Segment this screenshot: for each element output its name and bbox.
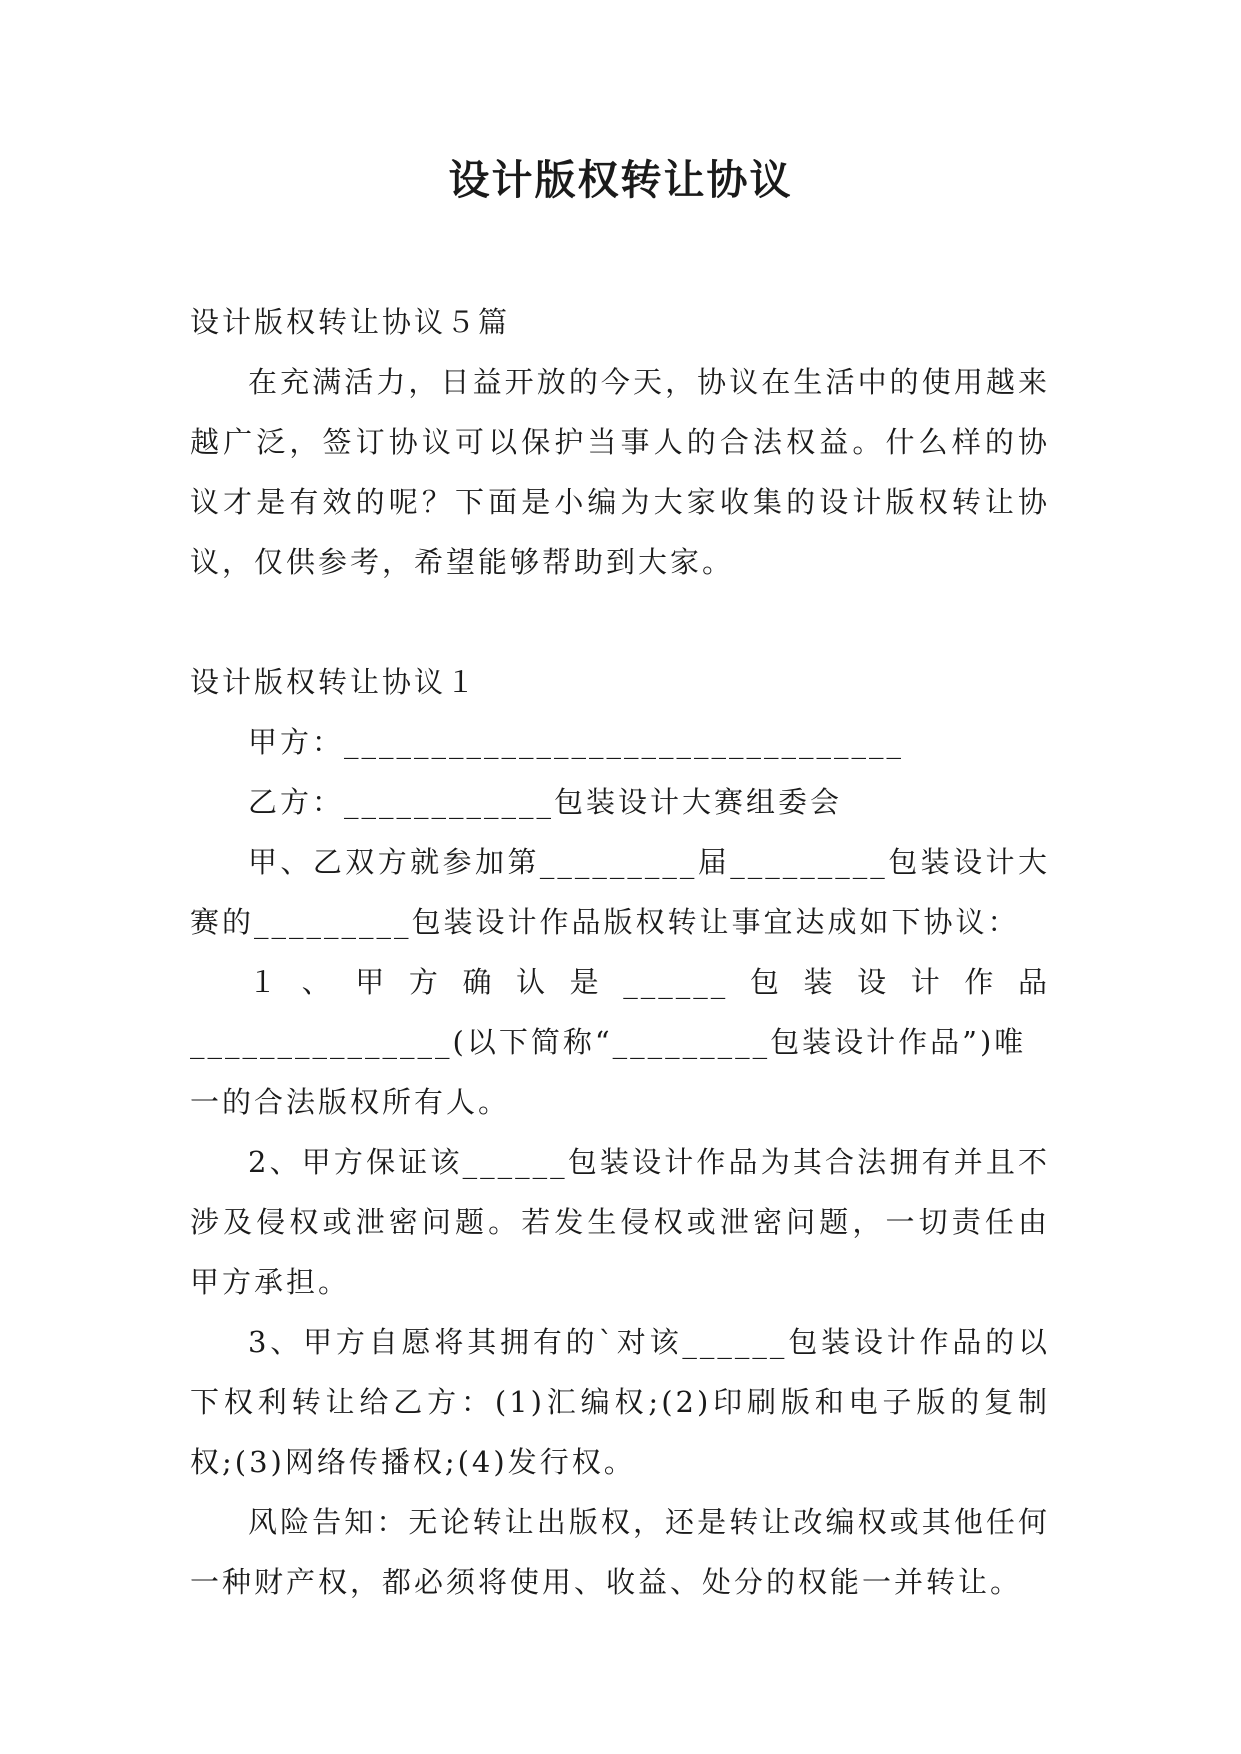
clause-1-first-line: １、甲方确认是______包装设计作品 bbox=[248, 965, 1050, 999]
clause-1-continuation: _______________(以下简称“_________包装设计作品”)唯一的合法版权所有人。 bbox=[190, 1025, 1027, 1119]
paragraph-spacer bbox=[190, 592, 1050, 652]
intro-paragraph: 在充满活力，日益开放的今天，协议在生活中的使用越来越广泛，签订协议可以保护当事人的合法权益。什么样的协议才是有效的呢？下面是小编为大家收集的设计版权转让协议，仅供参考，希望能够帮助到大家。 bbox=[190, 365, 1050, 579]
document-body bbox=[190, 292, 1050, 1612]
section-heading: 设计版权转让协议１ bbox=[190, 665, 479, 699]
risk-notice: 风险告知：无论转让出版权，还是转让改编权或其他任何一种财产权，都必须将使用、收益、处分的权能一并转让。 bbox=[190, 1505, 1050, 1599]
clause-3: 3、甲方自愿将其拥有的`对该______包装设计作品的以下权利转让给乙方：(1)汇编权;(2)印刷版和电子版的复制权;(3)网络传播权;(4)发行权。 bbox=[190, 1325, 1050, 1479]
clause-2: 2、甲方保证该______包装设计作品为其合法拥有并且不涉及侵权或泄密问题。若发生侵权或泄密问题，一切责任由甲方承担。 bbox=[190, 1145, 1050, 1299]
document-subtitle: 设计版权转让协议５篇 bbox=[190, 305, 511, 339]
page-title: 设计版权转让协议 bbox=[448, 156, 793, 204]
party-a-line: 甲方：________________________________ bbox=[248, 725, 905, 759]
party-b-line: 乙方：____________包装设计大赛组委会 bbox=[248, 785, 843, 819]
agreement-paragraph: 甲、乙双方就参加第_________届_________包装设计大赛的_________包装设计作品版权转让事宜达成如下协议： bbox=[190, 845, 1050, 939]
